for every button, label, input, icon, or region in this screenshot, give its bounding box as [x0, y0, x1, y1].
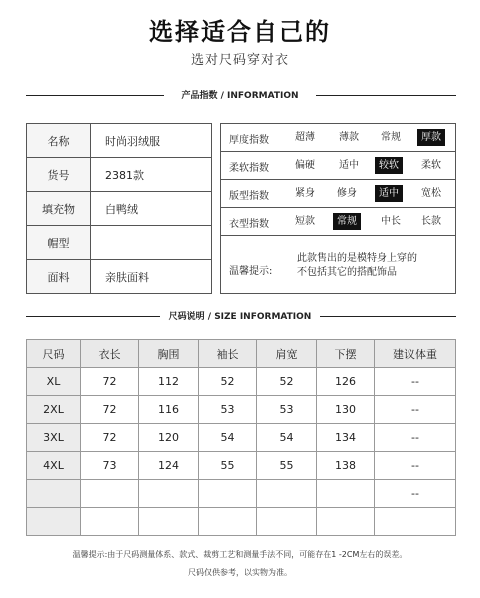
info-key: 填充物 — [27, 192, 91, 226]
table-cell: 72 — [81, 368, 139, 396]
index-option: 常规 — [381, 132, 401, 143]
index-option: 修身 — [337, 188, 357, 199]
info-key: 面料 — [27, 260, 91, 294]
index-option-selected: 较软 — [375, 157, 403, 174]
index-row-thickness — [221, 124, 455, 152]
table-cell: -- — [375, 452, 456, 480]
table-cell: 52 — [199, 368, 257, 396]
size-cell — [27, 480, 81, 508]
table-cell — [257, 480, 317, 508]
footnote-disclaimer: 温馨提示:由于尺码测量体系、款式、裁剪工艺和测量手法不同，可能存在1 -2CM左右的误差。 — [72, 550, 408, 559]
index-key: 衣型指数 — [229, 219, 269, 230]
column-header: 胸围 — [139, 340, 199, 368]
table-cell: 138 — [317, 452, 375, 480]
info-row — [27, 124, 212, 158]
table-row — [27, 452, 456, 480]
index-option: 短款 — [295, 216, 315, 227]
table-cell: -- — [375, 424, 456, 452]
note-label: 温馨提示: — [229, 266, 273, 277]
table-cell: 126 — [317, 368, 375, 396]
size-table-header — [27, 340, 456, 368]
size-cell: 2XL — [27, 396, 81, 424]
index-option: 偏硬 — [295, 160, 315, 171]
note-text — [297, 252, 449, 280]
table-row — [27, 480, 456, 508]
table-cell: 52 — [257, 368, 317, 396]
index-option: 中长 — [381, 216, 401, 227]
table-cell: 53 — [257, 396, 317, 424]
index-option: 长款 — [421, 216, 441, 227]
column-header: 衣长 — [81, 340, 139, 368]
table-row — [27, 508, 456, 536]
info-value: 亲肤面料 — [91, 260, 212, 294]
page-subtitle: 选对尺码穿对衣 — [190, 53, 289, 68]
table-cell: 73 — [81, 452, 139, 480]
index-option: 柔软 — [421, 160, 441, 171]
table-cell: 53 — [199, 396, 257, 424]
index-option: 适中 — [339, 160, 359, 171]
size-section-header — [0, 309, 480, 323]
page-title: 选择适合自己的 — [149, 18, 331, 46]
info-row — [27, 260, 212, 294]
column-header: 尺码 — [27, 340, 81, 368]
index-row-fit — [221, 180, 455, 208]
column-header: 肩宽 — [257, 340, 317, 368]
info-row — [27, 226, 212, 260]
footnote-reference: 尺码仅供参考，以实物为准。 — [188, 568, 292, 577]
table-cell — [375, 508, 456, 536]
column-header: 建议体重 — [375, 340, 456, 368]
info-value — [91, 226, 212, 260]
table-cell — [81, 508, 139, 536]
index-option: 薄款 — [339, 132, 359, 143]
table-cell: 120 — [139, 424, 199, 452]
product-section-header — [0, 88, 480, 102]
index-option-selected: 适中 — [375, 185, 403, 202]
table-cell: 130 — [317, 396, 375, 424]
info-value: 白鸭绒 — [91, 192, 212, 226]
table-cell — [199, 508, 257, 536]
table-cell — [257, 508, 317, 536]
table-cell: 116 — [139, 396, 199, 424]
table-cell — [81, 480, 139, 508]
table-cell: 134 — [317, 424, 375, 452]
index-row-softness — [221, 152, 455, 180]
table-cell: 55 — [199, 452, 257, 480]
table-cell — [317, 480, 375, 508]
table-row — [27, 396, 456, 424]
table-cell: 72 — [81, 424, 139, 452]
index-key: 版型指数 — [229, 191, 269, 202]
column-header: 袖长 — [199, 340, 257, 368]
info-key: 名称 — [27, 124, 91, 158]
table-cell: -- — [375, 480, 456, 508]
table-cell: 55 — [257, 452, 317, 480]
note-line: 不包括其它的搭配饰品 — [297, 267, 397, 278]
index-key: 柔软指数 — [229, 163, 269, 174]
index-option: 紧身 — [295, 188, 315, 199]
table-row — [27, 368, 456, 396]
index-row-length — [221, 208, 455, 236]
index-option-selected: 常规 — [333, 213, 361, 230]
table-cell: 54 — [257, 424, 317, 452]
info-row — [27, 192, 212, 226]
product-info-table — [26, 123, 212, 294]
table-cell — [199, 480, 257, 508]
info-value: 时尚羽绒服 — [91, 124, 212, 158]
table-cell: -- — [375, 368, 456, 396]
table-cell — [139, 480, 199, 508]
table-cell: 54 — [199, 424, 257, 452]
info-value: 2381款 — [91, 158, 212, 192]
size-cell: 4XL — [27, 452, 81, 480]
size-cell: 3XL — [27, 424, 81, 452]
product-index-panel — [220, 123, 456, 294]
table-row — [27, 424, 456, 452]
size-cell: XL — [27, 368, 81, 396]
size-cell — [27, 508, 81, 536]
table-cell: 72 — [81, 396, 139, 424]
index-key: 厚度指数 — [229, 135, 269, 146]
table-cell: 124 — [139, 452, 199, 480]
table-cell: 112 — [139, 368, 199, 396]
info-key: 帽型 — [27, 226, 91, 260]
info-row — [27, 158, 212, 192]
index-option: 宽松 — [421, 188, 441, 199]
index-option-selected: 厚款 — [417, 129, 445, 146]
product-section-label: 产品指数 / INFORMATION — [181, 91, 299, 101]
index-option: 超薄 — [295, 132, 315, 143]
table-cell: -- — [375, 396, 456, 424]
size-section-label: 尺码说明 / SIZE INFORMATION — [168, 312, 312, 322]
table-cell — [139, 508, 199, 536]
table-cell — [317, 508, 375, 536]
column-header: 下摆 — [317, 340, 375, 368]
note-line: 此款售出的是模特身上穿的 — [297, 253, 417, 264]
size-table — [26, 339, 456, 536]
info-key: 货号 — [27, 158, 91, 192]
